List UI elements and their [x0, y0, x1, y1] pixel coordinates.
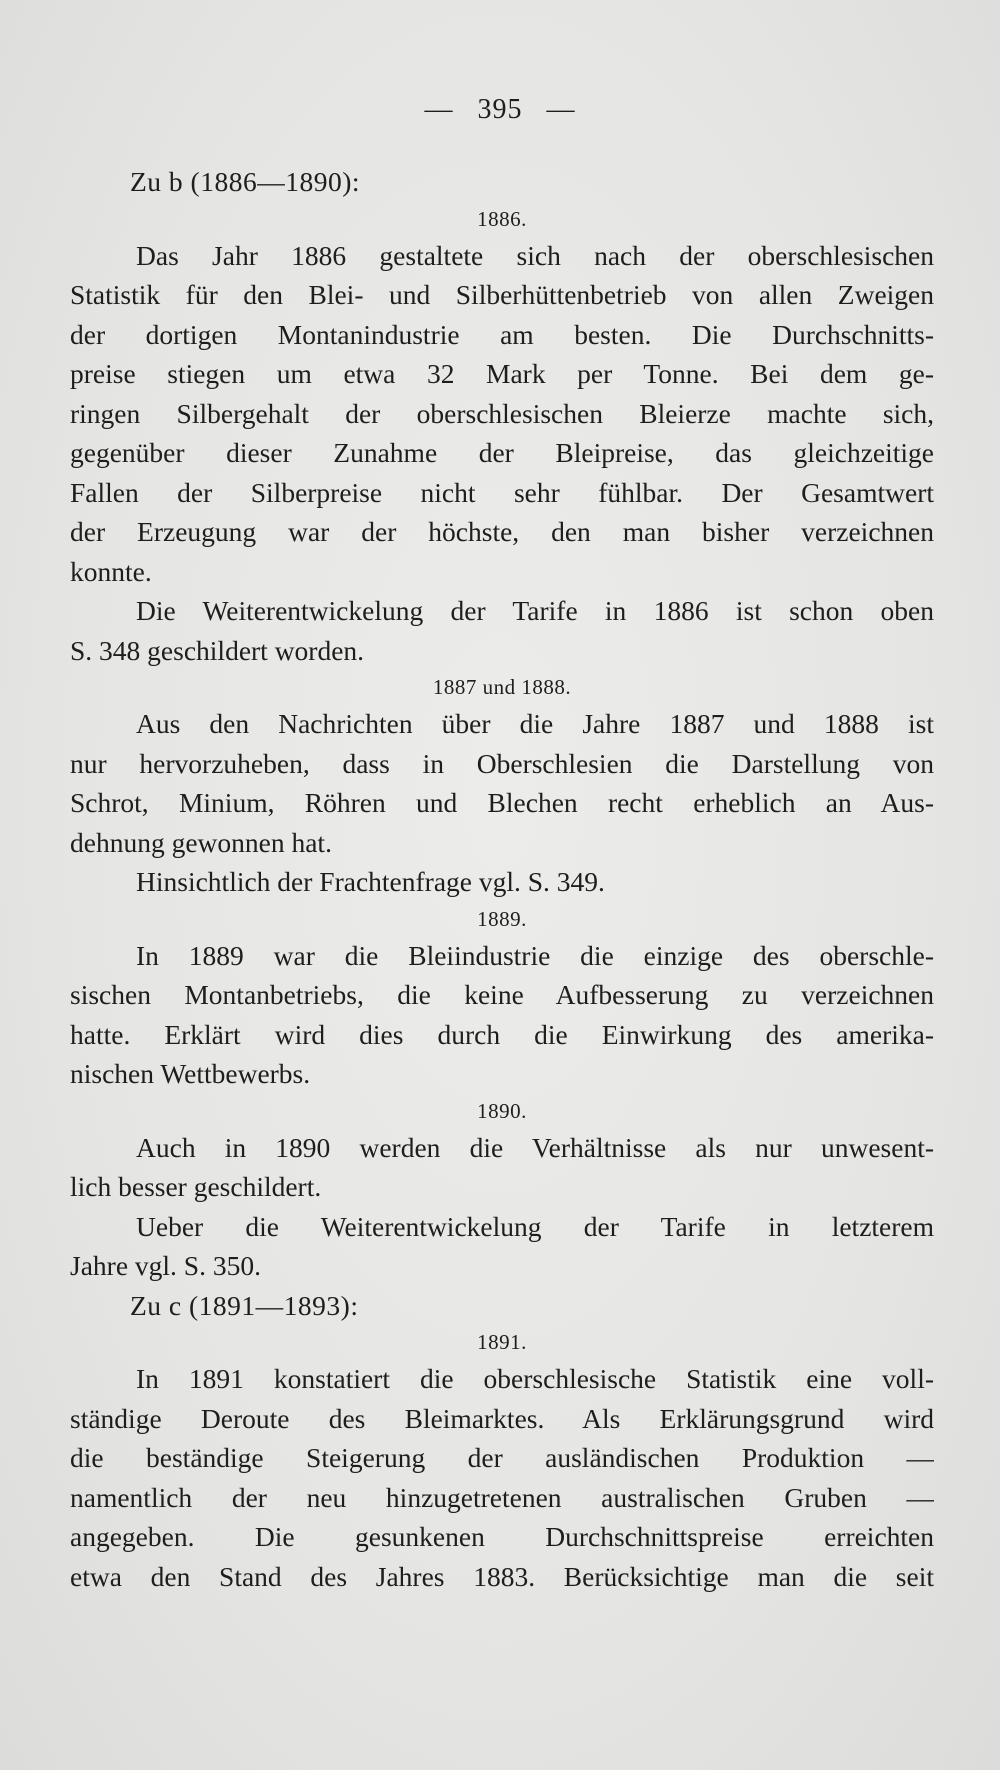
paragraph-start: Aus den Nachrichten über die Jahre 1887 und 1888 ist: [136, 708, 934, 739]
section-label: Zu c (1891—1893):: [130, 1289, 359, 1321]
section-heading: 1890.: [477, 1098, 527, 1123]
section-heading: 1891.: [477, 1330, 527, 1354]
text-line: die beständige Steigerung der ausländischen Produktion —: [70, 1442, 934, 1473]
text-line: nischen Wettbewerbs.: [70, 1058, 311, 1089]
section-label: Zu b (1886—1890):: [130, 166, 361, 197]
paragraph-start: In 1889 war die Bleiindustrie die einzige des oberschle-: [136, 939, 934, 971]
page-number-header: [0, 94, 1000, 126]
paragraph-start: In 1891 konstatiert die oberschlesische Statistik eine voll-: [136, 1363, 934, 1394]
text-line: preise stiegen um etwa 32 Mark per Tonne. Bei dem ge-: [70, 358, 934, 389]
paragraph-start: Das Jahr 1886 gestaltete sich nach der oberschlesischen: [136, 239, 934, 271]
text-line: Fallen der Silberpreise nicht sehr fühlbar. Der Gesamtwert: [70, 476, 934, 508]
text-line: Jahre vgl. S. 350.: [70, 1250, 261, 1281]
text-line: der Erzeugung war der höchste, den man bisher verzeichnen: [70, 516, 934, 547]
text-line: angegeben. Die gesunkenen Durchschnittspreise erreichten: [70, 1521, 934, 1552]
text-line: gegenüber dieser Zunahme der Bleipreise, das gleichzeitige: [70, 437, 934, 468]
text-line: hatte. Erklärt wird dies durch die Einwirkung des amerika-: [70, 1018, 934, 1050]
text-line: ringen Silbergehalt der oberschlesischen Bleierze machte sich,: [70, 397, 934, 429]
text-line: ständige Deroute des Bleimarktes. Als Erklärungsgrund wird: [70, 1402, 934, 1434]
section-heading: 1886.: [477, 206, 527, 231]
text-line: Statistik für den Blei- und Silberhüttenbetrieb von allen Zweigen: [70, 279, 934, 310]
body-text: [70, 162, 934, 1596]
text-line: S. 348 geschildert worden.: [70, 634, 365, 666]
text-line: konnte.: [70, 555, 152, 587]
paragraph-start: Hinsichtlich der Frachtenfrage vgl. S. 349.: [136, 866, 605, 897]
text-line: namentlich der neu hinzugetretenen australischen Gruben —: [70, 1481, 934, 1513]
text-line: lich besser geschildert.: [70, 1171, 322, 1202]
text-line: dehnung gewonnen hat.: [70, 826, 332, 858]
section-heading: 1889.: [477, 906, 527, 931]
text-line: sischen Montanbetriebs, die keine Aufbesserung zu verzeichnen: [70, 979, 934, 1010]
text-line: nur hervorzuheben, dass in Oberschlesien die Darstellung von: [70, 747, 934, 779]
dash-right: —: [546, 94, 576, 125]
text-line: etwa den Stand des Jahres 1883. Berücksichtige man die seit: [70, 1560, 934, 1592]
paragraph-start: Auch in 1890 werden die Verhältnisse als nur unwesent-: [136, 1131, 934, 1163]
page-number: 395: [477, 94, 523, 125]
paragraph-start: Die Weiterentwickelung der Tarife in 1886 ist schon oben: [136, 595, 934, 626]
text-line: der dortigen Montanindustrie am besten. Die Durchschnitts-: [70, 318, 934, 350]
section-heading: 1887 und 1888.: [432, 675, 572, 699]
paragraph-start: Ueber die Weiterentwickelung der Tarife in letzterem: [136, 1210, 934, 1242]
dash-left: —: [424, 94, 454, 125]
text-line: Schrot, Minium, Röhren und Blechen recht erheblich an Aus-: [70, 787, 934, 818]
